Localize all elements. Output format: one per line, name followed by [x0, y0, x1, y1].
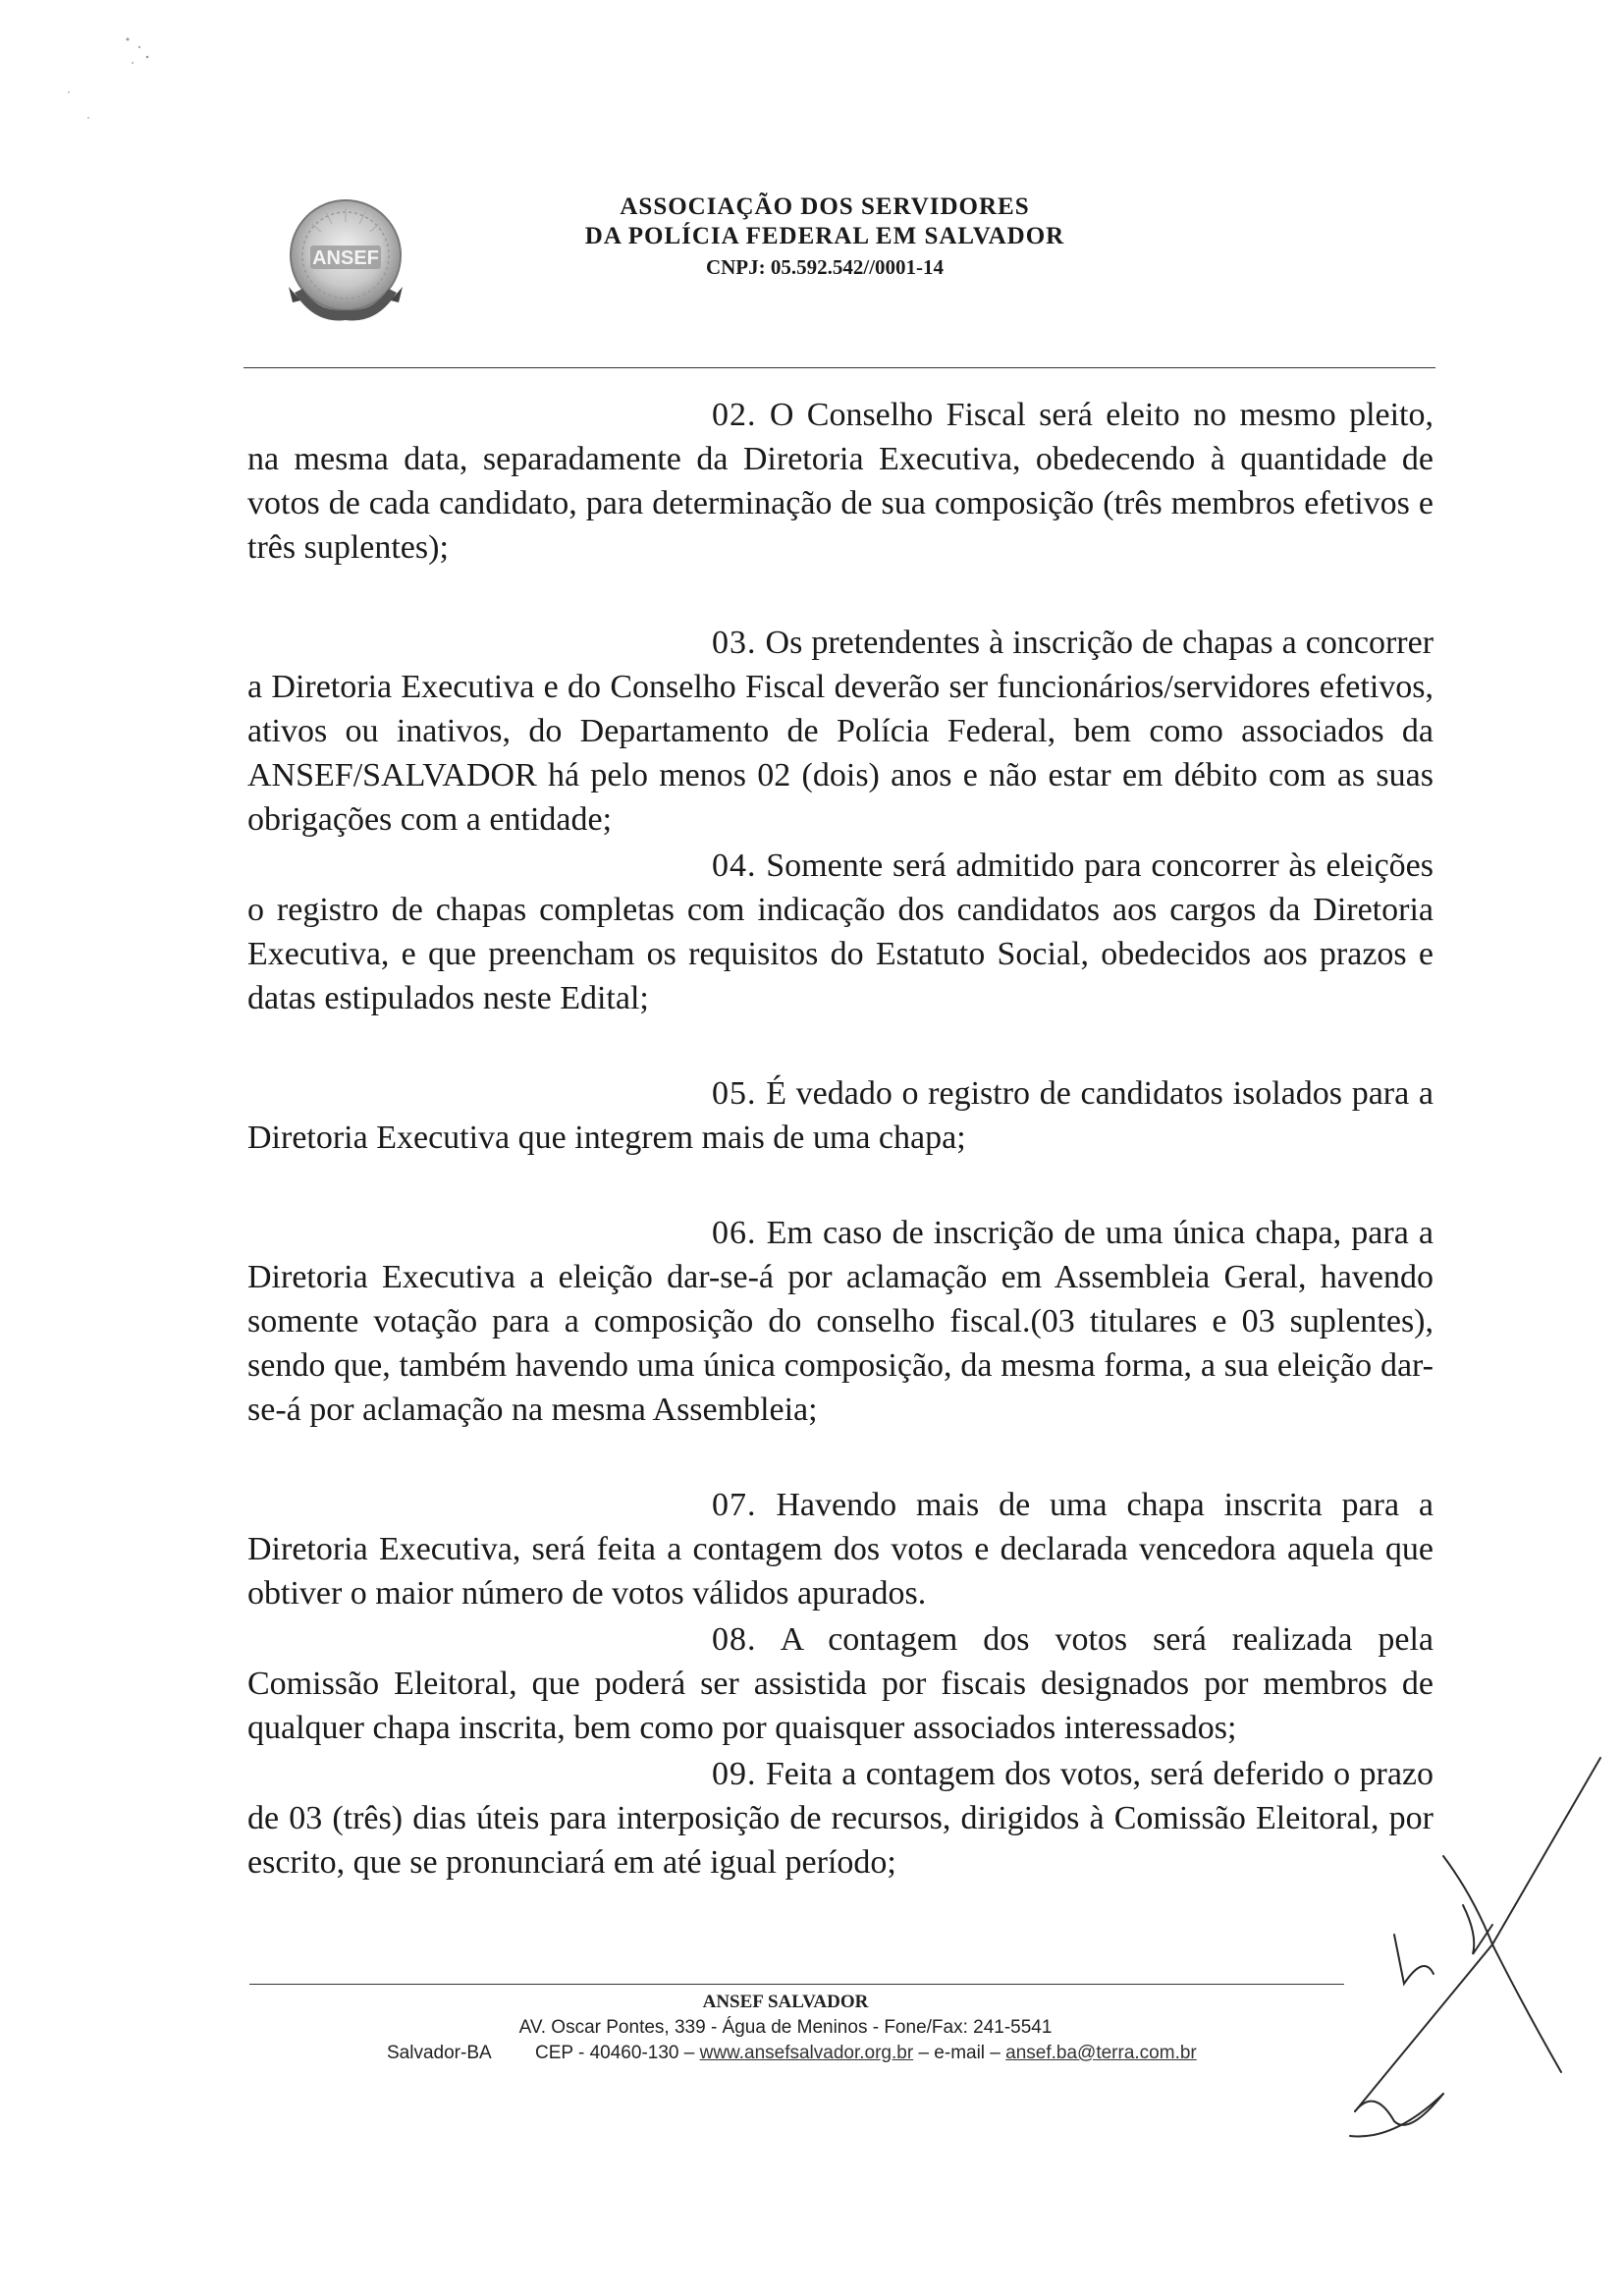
clause-number: 04.	[712, 847, 757, 884]
clause-text: pleito, na mesma data, separadamente da Diretoria Executiva, obedecendo à quantidade de votos de cada candidato, para determinação de sua composição (três membros efetivos e três suplentes);	[247, 397, 1434, 566]
scan-specks	[59, 20, 216, 137]
footer-divider	[249, 1984, 1344, 1985]
clause-text: eleições o registro de chapas completas com indicação dos candidatos aos cargos da Diretoria Executiva, e que preencham os requisitos do Estatuto Social, obedecidos aos prazos e datas estipulados neste Edital;	[247, 847, 1434, 1016]
clause-06	[247, 1211, 1434, 1432]
clause-number: 09.	[712, 1756, 757, 1792]
clause-text: Comissão Eleitoral, que poderá ser assistida por fiscais designados por membros de qualquer chapa inscrita, bem como por quaisquer associados interessados;	[247, 1666, 1434, 1746]
document-body	[247, 393, 1434, 1885]
clause-number: 07.	[712, 1487, 757, 1523]
clause-first-line: Os pretendentes à inscrição de chapas a	[765, 625, 1297, 661]
clause-number: 08.	[712, 1621, 757, 1658]
clause-07	[247, 1483, 1434, 1615]
email-label: – e-mail –	[918, 2043, 1001, 2063]
clause-text: o prazo de 03 (três) dias úteis para interposição de recursos, dirigidos à Comissão Eleitoral, por escrito, que se pronunciará em até igual período;	[247, 1756, 1434, 1881]
footer-cep: CEP - 40460-130 –	[535, 2043, 695, 2063]
org-name-line1: ASSOCIAÇÃO DOS SERVIDORES	[620, 193, 1030, 220]
footer-org-name: ANSEF SALVADOR	[702, 1992, 869, 2012]
ansef-logo	[275, 187, 422, 334]
clause-first-line: A contagem dos votos será realizada pela	[780, 1621, 1434, 1658]
clause-05	[247, 1071, 1434, 1160]
clause-09	[247, 1752, 1434, 1885]
clause-first-line: Feita a contagem dos votos, será deferido	[765, 1756, 1325, 1792]
clause-02	[247, 393, 1434, 570]
clause-04	[247, 844, 1434, 1020]
footer-address: AV. Oscar Pontes, 339 - Água de Meninos - Fone/Fax: 241-5541	[518, 2017, 1053, 2038]
org-name-line2: DA POLÍCIA FEDERAL EM SALVADOR	[584, 223, 1065, 249]
clause-number: 03.	[712, 625, 757, 661]
clause-text: concorrer a Diretoria Executiva e do Conselho Fiscal deverão ser funcionários/servidores efetivos, ativos ou inativos, do Departamento de Polícia Federal, bem como associados da ANSEF/SALVADOR há pelo menos 02 (dois) anos e não estar em débito com as suas obrigações com a entidade;	[247, 625, 1434, 838]
header-divider	[243, 367, 1435, 368]
clause-first-line: Havendo mais de uma chapa inscrita para	[776, 1487, 1400, 1523]
clause-08	[247, 1617, 1434, 1750]
clause-first-line: O Conselho Fiscal será eleito no mesmo	[769, 397, 1336, 433]
clause-03	[247, 621, 1434, 842]
organization-heading	[550, 192, 1100, 281]
clause-number: 05.	[712, 1075, 757, 1112]
cnpj-number: CNPJ: 05.592.542//0001-14	[705, 255, 945, 279]
footer-contact	[535, 2041, 1197, 2066]
handwritten-initials	[1335, 1748, 1610, 2160]
clause-text: a Diretoria Executiva, será feita a contagem dos votos e declarada vencedora aquela que obtiver o maior número de votos válidos apurados.	[247, 1487, 1434, 1612]
clause-first-line: É vedado o registro de candidatos isolados	[766, 1075, 1343, 1112]
website-link[interactable]: www.ansefsalvador.org.br	[699, 2043, 914, 2063]
clause-first-line: Em caso de inscrição de uma única chapa,	[766, 1215, 1342, 1251]
clause-text: para a Diretoria Executiva que integrem mais de uma chapa;	[247, 1075, 1434, 1156]
email-link[interactable]: ansef.ba@terra.com.br	[1005, 2043, 1197, 2063]
clause-number: 06.	[712, 1215, 757, 1251]
logo-lettering: ANSEF	[312, 247, 379, 269]
footer	[373, 1990, 1198, 2041]
footer-city: Salvador-BA	[387, 2043, 492, 2063]
clause-number: 02.	[712, 397, 757, 433]
clause-first-line: Somente será admitido para concorrer às	[766, 847, 1317, 884]
clause-text: para a Diretoria Executiva a eleição dar-se-á por aclamação em Assembleia Geral, havendo somente votação para a composição do conselho fiscal.(03 titulares e 03 suplentes), sendo que, também havendo uma única composição, da mesma forma, a sua eleição dar-se-á por aclamação na mesma Assembleia;	[247, 1215, 1434, 1428]
